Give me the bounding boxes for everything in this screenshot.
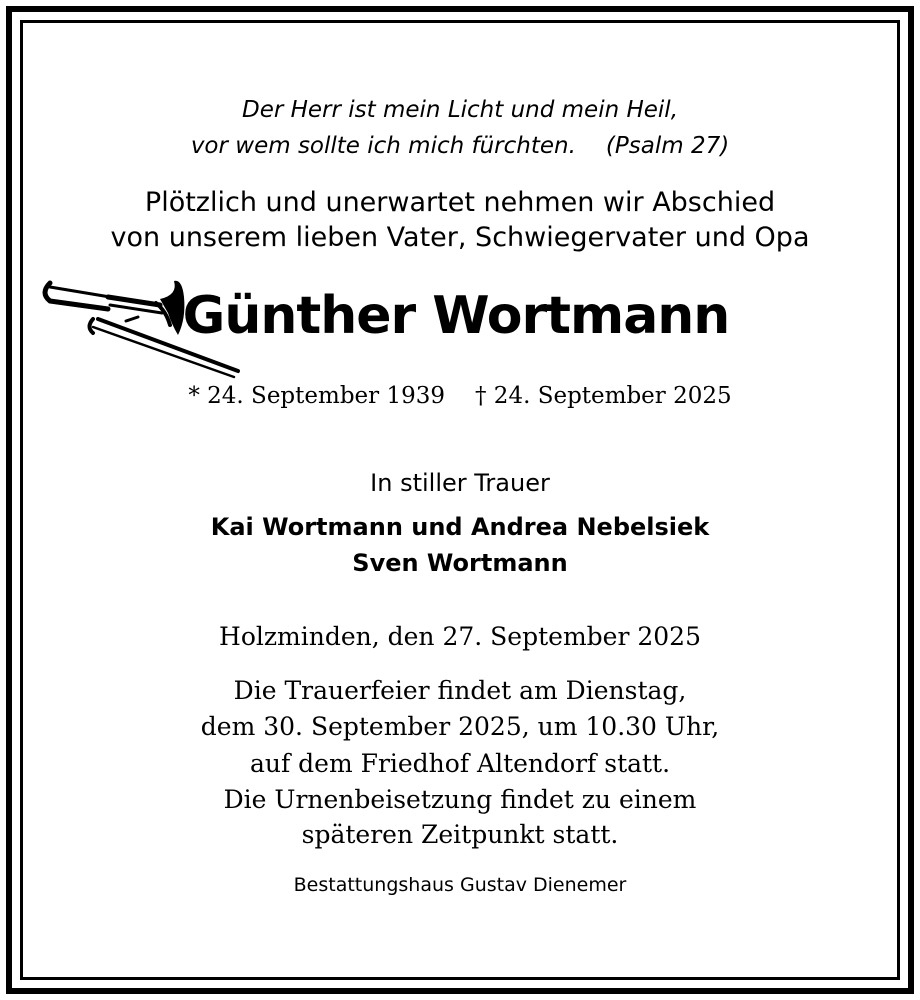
ceremony-line-3: auf dem Friedhof Altendorf statt. [249,749,671,778]
funeral-home: Bestattungshaus Gustav Dienemer [293,874,627,896]
mourners-line-1: Kai Wortmann und Andrea Nebelsiek [210,513,710,541]
birth-date: * 24. September 1939 [188,383,445,409]
ceremony-line-1: Die Trauerfeier findet am Dienstag, [233,676,687,705]
life-dates [20,383,900,409]
mourners-line-2: Sven Wortmann [352,549,568,577]
verse-reference: (Psalm 27) [605,133,730,159]
verse-text: vor wem sollte ich mich fürchten. [190,133,576,159]
ceremony-line-2: dem 30. September 2025, um 10.30 Uhr, [200,712,720,741]
announcement-line-2: von unserem lieben Vater, Schwiegervater und Opa [110,222,810,253]
ceremony-line-4: Die Urnenbeisetzung findet zu einem [223,785,697,814]
place-date: Holzminden, den 27. September 2025 [219,622,701,651]
verse-line-1: Der Herr ist mein Licht und mein Heil, [241,97,679,123]
ceremony-line-5: späteren Zeitpunkt statt. [301,820,619,849]
announcement-line-1: Plötzlich und unerwartet nehmen wir Abschied [144,187,776,218]
death-date: † 24. September 2025 [475,383,732,409]
mourning-intro: In stiller Trauer [370,469,550,497]
deceased-name: Günther Wortmann [182,286,730,346]
verse-line-2 [20,133,900,159]
